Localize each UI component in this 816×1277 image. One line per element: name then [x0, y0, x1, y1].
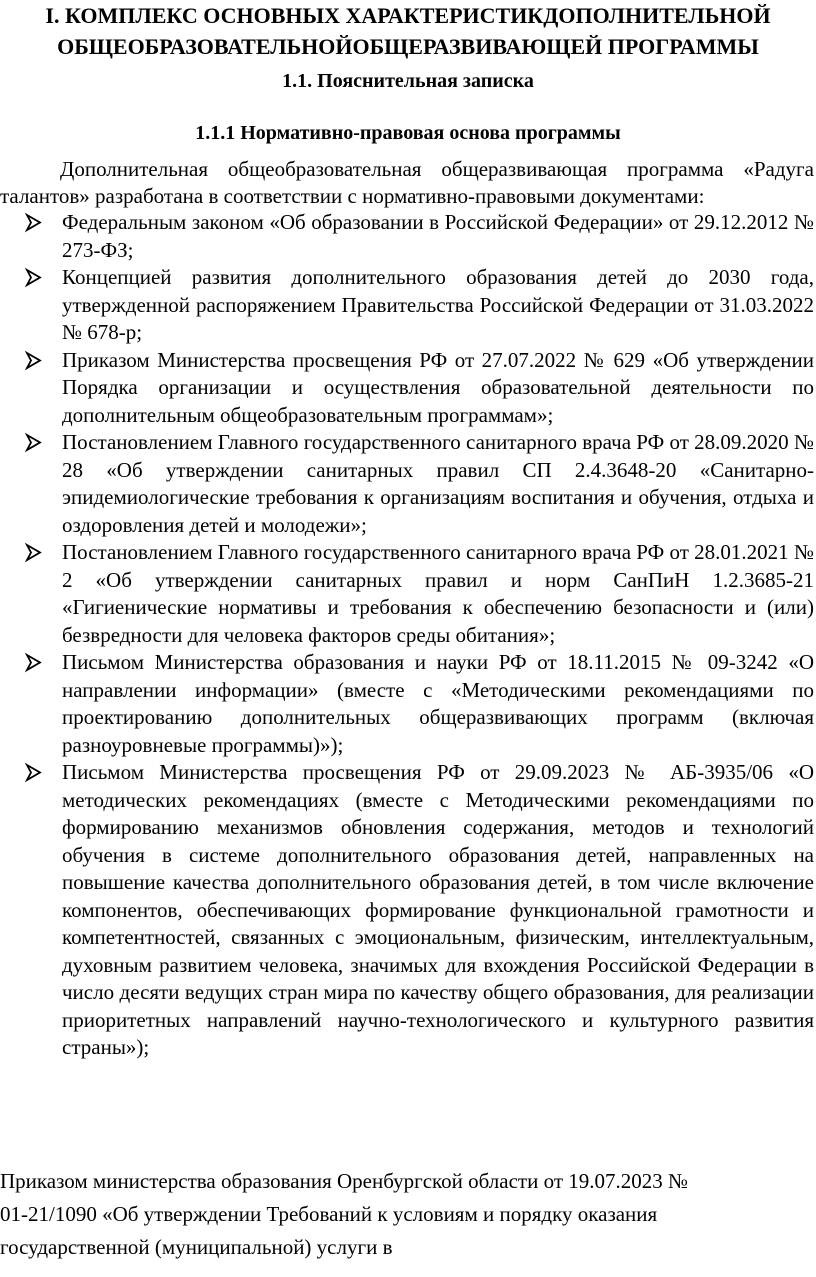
- list-item-text: Постановлением Главного государственного санитарного врача РФ от 28.09.2020 № 28 «Об утверждении санитарных правил СП 2.4.3648-20 «Санитарно-эпидемиологические требования к организациям воспитания и обучения, отдыха и оздоровления детей и молодежи»;: [62, 430, 814, 537]
- arrow-bullet-icon: [24, 209, 46, 236]
- arrow-bullet-icon: [24, 539, 46, 566]
- arrow-bullet-icon: [24, 649, 46, 676]
- arrow-bullet-icon: [24, 347, 46, 374]
- subsection-title: 1.1.1 Нормативно-правовая основа программы: [195, 122, 621, 144]
- list-item-text: Письмом Министерства просвещения РФ от 29.09.2023 № АБ-3935/06 «О методических рекомендациях (вместе с Методическими рекомендациями по формированию механизмов обновления содержания, методов и технологий обучения в системе дополнительного образования детей, направленных на повышение качества дополнительного образования детей, в том числе включение компонентов, обеспечивающих формирование функциональной грамотности и компетентностей, связанных с эмоциональным, физическим, интеллектуальным, духовным развитием человека, значимых для вхождения Российской Федерации в число десяти ведущих стран мира по качеству общего образования, для реализации приоритетных направлений научно-технологического и культурного развития страны»);: [62, 760, 814, 1059]
- list-item: [0, 264, 814, 347]
- arrow-bullet-icon: [24, 264, 46, 291]
- arrow-bullet-icon: [24, 759, 46, 786]
- trailing-paragraph: [0, 1165, 814, 1264]
- list-item: [0, 759, 814, 1062]
- legal-documents-list: [0, 209, 814, 1062]
- list-item-text: Федеральным законом «Об образовании в Российской Федерации» от 29.12.2012 № 273-ФЗ;: [62, 210, 814, 262]
- list-item: [0, 539, 814, 649]
- arrow-bullet-icon: [24, 429, 46, 456]
- list-item: [0, 649, 814, 759]
- list-item: [0, 429, 814, 539]
- trailing-line: 01-21/1090 «Об утверждении Требований к условиям и порядку оказания: [0, 1202, 658, 1226]
- section-title: 1.1. Пояснительная записка: [282, 70, 534, 92]
- list-item-text: Концепцией развития дополнительного образования детей до 2030 года, утвержденной распоряжением Правительства Российской Федерации от 31.03.2022 № 678-р;: [62, 265, 814, 344]
- list-item-text: Письмом Министерства образования и науки РФ от 18.11.2015 № 09-3242 «О направлении информации» (вместе с «Методическими рекомендациями по проектированию дополнительных общеразвивающих программ (включая разноуровневые программы)»);: [62, 650, 814, 757]
- intro-paragraph: Дополнительная общеобразовательная общеразвивающая программа «Радуга талантов» разработана в соответствии с нормативно-правовыми документами:: [0, 157, 814, 208]
- document-main-heading: I. КОМПЛЕКС ОСНОВНЫХ ХАРАКТЕРИСТИКДОПОЛНИТЕЛЬНОЙ ОБЩЕОБРАЗОВАТЕЛЬНОЙОБЩЕРАЗВИВАЮЩЕЙ ПРОГРАММЫ: [45, 3, 771, 59]
- list-item: [0, 209, 814, 264]
- trailing-line: государственной (муниципальной) услуги в: [0, 1235, 393, 1259]
- list-item-text: Приказом Министерства просвещения РФ от 27.07.2022 № 629 «Об утверждении Порядка организации и осуществления образовательной деятельности по дополнительным общеобразовательным программам»;: [62, 347, 814, 427]
- trailing-line: Приказом министерства образования Оренбургской области от 19.07.2023 №: [0, 1169, 689, 1193]
- list-item-text: Постановлением Главного государственного санитарного врача РФ от 28.01.2021 № 2 «Об утверждении санитарных правил и норм СанПиН 1.2.3685-21 «Гигиенические нормативы и требования к обеспечению безопасности и (или) безвредности для человека факторов среды обитания»;: [62, 540, 814, 647]
- list-item: [0, 347, 814, 430]
